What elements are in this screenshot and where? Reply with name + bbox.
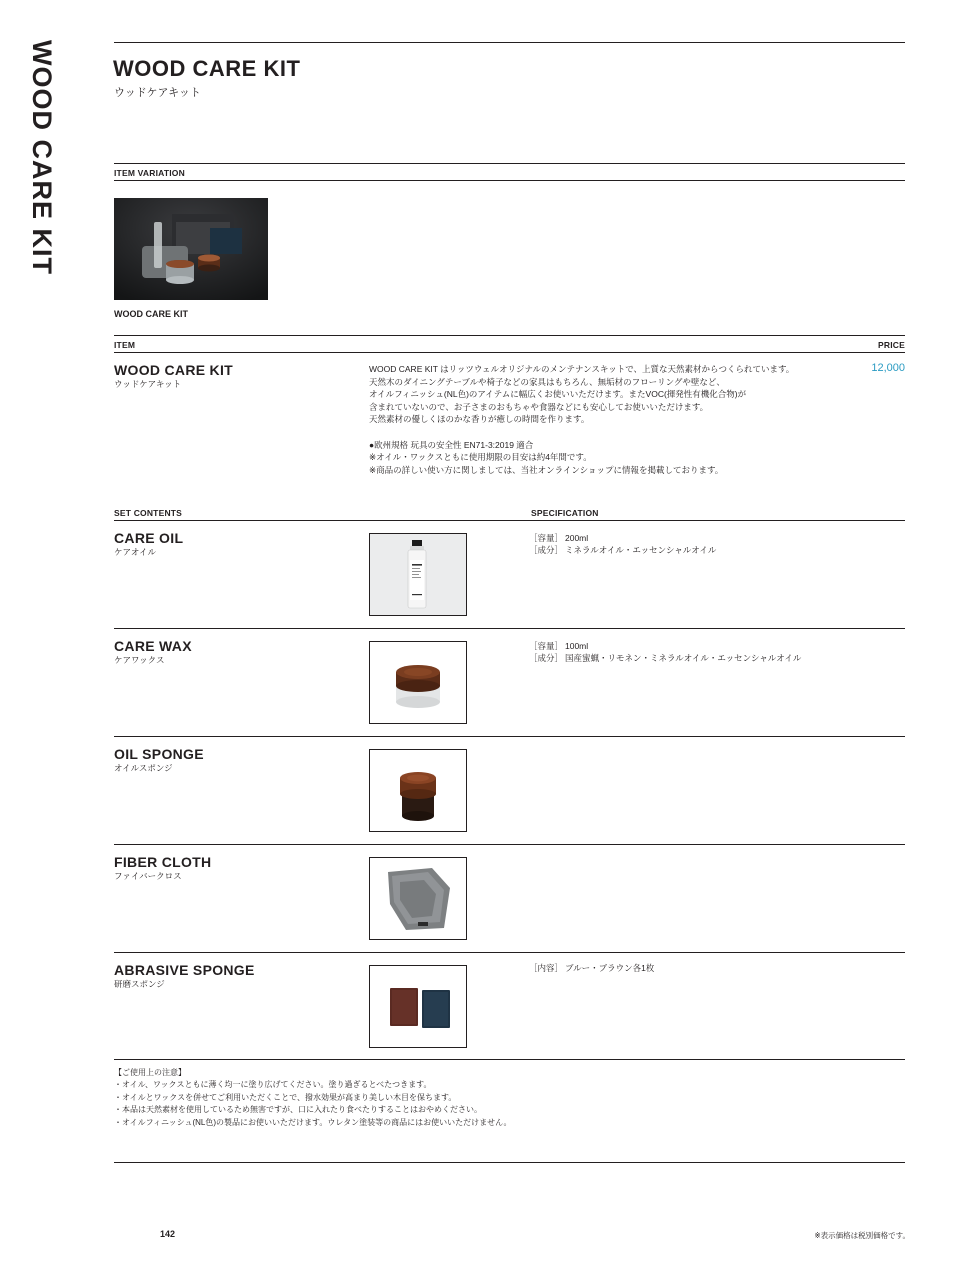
description-note: ※商品の詳しい使い方に関しましては、当社オンラインショップに情報を掲載しております。 xyxy=(369,464,724,475)
set-rule-top xyxy=(114,520,905,521)
description-line: 含まれていないので、お子さまのおもちゃや食器などにも安心してお使いいただけます。 xyxy=(369,401,709,412)
spec-value: 200ml xyxy=(565,533,589,543)
spec-value: 100ml xyxy=(565,641,589,651)
spec-value: ミネラルオイル・エッセンシャルオイル xyxy=(565,545,717,556)
set-item-name: ABRASIVE SPONGE xyxy=(114,962,255,978)
description-note: ※オイル・ワックスともに使用期限の目安は約4年間です。 xyxy=(369,452,592,463)
wood-care-kit-photo xyxy=(114,198,268,300)
item-column-header: ITEM xyxy=(114,340,136,350)
set-item-name-ja: ケアオイル xyxy=(114,547,156,557)
set-item-name: OIL SPONGE xyxy=(114,746,204,762)
usage-notes-title: 【ご使用上の注意】 xyxy=(114,1068,186,1077)
description-note: ●欧州規格 玩具の安全性 EN71-3:2019 適合 xyxy=(369,439,534,450)
fiber-cloth-image xyxy=(369,857,467,940)
set-item-name-ja: 研磨スポンジ xyxy=(114,979,165,989)
item-description xyxy=(369,363,839,476)
set-item-name: CARE WAX xyxy=(114,638,192,654)
price-column-header: PRICE xyxy=(878,340,905,350)
row-divider xyxy=(114,952,905,953)
specification-label: SPECIFICATION xyxy=(531,508,599,518)
spec-key: ［成分］ xyxy=(529,545,564,556)
set-item-name: FIBER CLOTH xyxy=(114,854,212,870)
page-title: WOOD CARE KIT xyxy=(113,56,301,81)
set-item-name-ja: オイルスポンジ xyxy=(114,763,173,773)
spec-value: ブルー・ブラウン各1枚 xyxy=(565,963,655,973)
item-name: WOOD CARE KIT xyxy=(114,362,234,378)
usage-note-line: ・オイルフィニッシュ(NL色)の製品にお使いいただけます。ウレタン塗装等の商品にはお使いいただけません。 xyxy=(114,1117,512,1127)
page-subtitle: ウッドケアキット xyxy=(114,87,201,99)
item-variation-label: ITEM VARIATION xyxy=(114,168,185,178)
care-wax-spec xyxy=(529,640,801,665)
variation-rule-bottom xyxy=(114,180,905,181)
row-divider xyxy=(114,844,905,845)
set-item-name: CARE OIL xyxy=(114,530,184,546)
row-divider xyxy=(114,628,905,629)
spec-key: ［容量］ xyxy=(529,533,564,543)
usage-note-line: ・オイル、ワックスともに薄く均一に塗り広げてください。塗り過ぎるとべたつきます。 xyxy=(114,1080,432,1090)
care-oil-image xyxy=(369,533,467,616)
variation-rule-top xyxy=(114,163,905,164)
usage-note-line: ・本品は天然素材を使用しているため無害ですが、口に入れたり食べたりすることはおやめください。 xyxy=(114,1105,482,1115)
item-rule-top xyxy=(114,335,905,336)
tax-note: ※表示価格は税別価格です。 xyxy=(814,1231,910,1240)
row-divider xyxy=(114,736,905,737)
care-oil-spec xyxy=(529,532,716,557)
abrasive-sponge-spec xyxy=(529,962,654,974)
oil-sponge-image xyxy=(369,749,467,832)
item-name-ja: ウッドケアキット xyxy=(114,379,182,389)
description-line: 天然素材の優しくほのかな香りが癒しの時間を作ります。 xyxy=(369,414,590,425)
variation-caption: WOOD CARE KIT xyxy=(114,309,188,319)
spec-key: ［容量］ xyxy=(529,641,564,651)
care-wax-image xyxy=(369,641,467,724)
row-divider xyxy=(114,1059,905,1060)
set-contents-label: SET CONTENTS xyxy=(114,508,183,518)
side-title: WOOD CARE KIT xyxy=(27,40,57,275)
footer-rule xyxy=(114,1162,905,1163)
header-rule xyxy=(114,42,905,43)
spec-value: 国産蜜蝋・リモネン・ミネラルオイル・エッセンシャルオイル xyxy=(565,653,802,664)
description-line: オイルフィニッシュ(NL色)のアイテムに幅広くお使いいただけます。またVOC(揮発性有機化合物)が xyxy=(369,389,747,400)
page-number: 142 xyxy=(160,1229,176,1239)
description-line: WOOD CARE KIT はリッツウェルオリジナルのメンテナンスキットで、上質な天然素材からつくられています。 xyxy=(369,364,795,374)
usage-note-line: ・オイルとワックスを併せてご利用いただくことで、撥水効果が高まり美しい木目を保ちます。 xyxy=(114,1092,457,1102)
description-line: 天然木のダイニングテーブルや椅子などの家具はもちろん、無垢材のフローリングや壁など、 xyxy=(369,376,725,387)
set-item-name-ja: ケアワックス xyxy=(114,655,165,665)
usage-notes xyxy=(114,1067,512,1129)
item-price: 12,000 xyxy=(871,362,905,374)
spec-key: ［内容］ xyxy=(529,963,564,973)
spec-key: ［成分］ xyxy=(529,653,564,664)
set-item-name-ja: ファイバークロス xyxy=(114,871,182,881)
item-rule-bottom xyxy=(114,352,905,353)
abrasive-sponge-image xyxy=(369,965,467,1048)
